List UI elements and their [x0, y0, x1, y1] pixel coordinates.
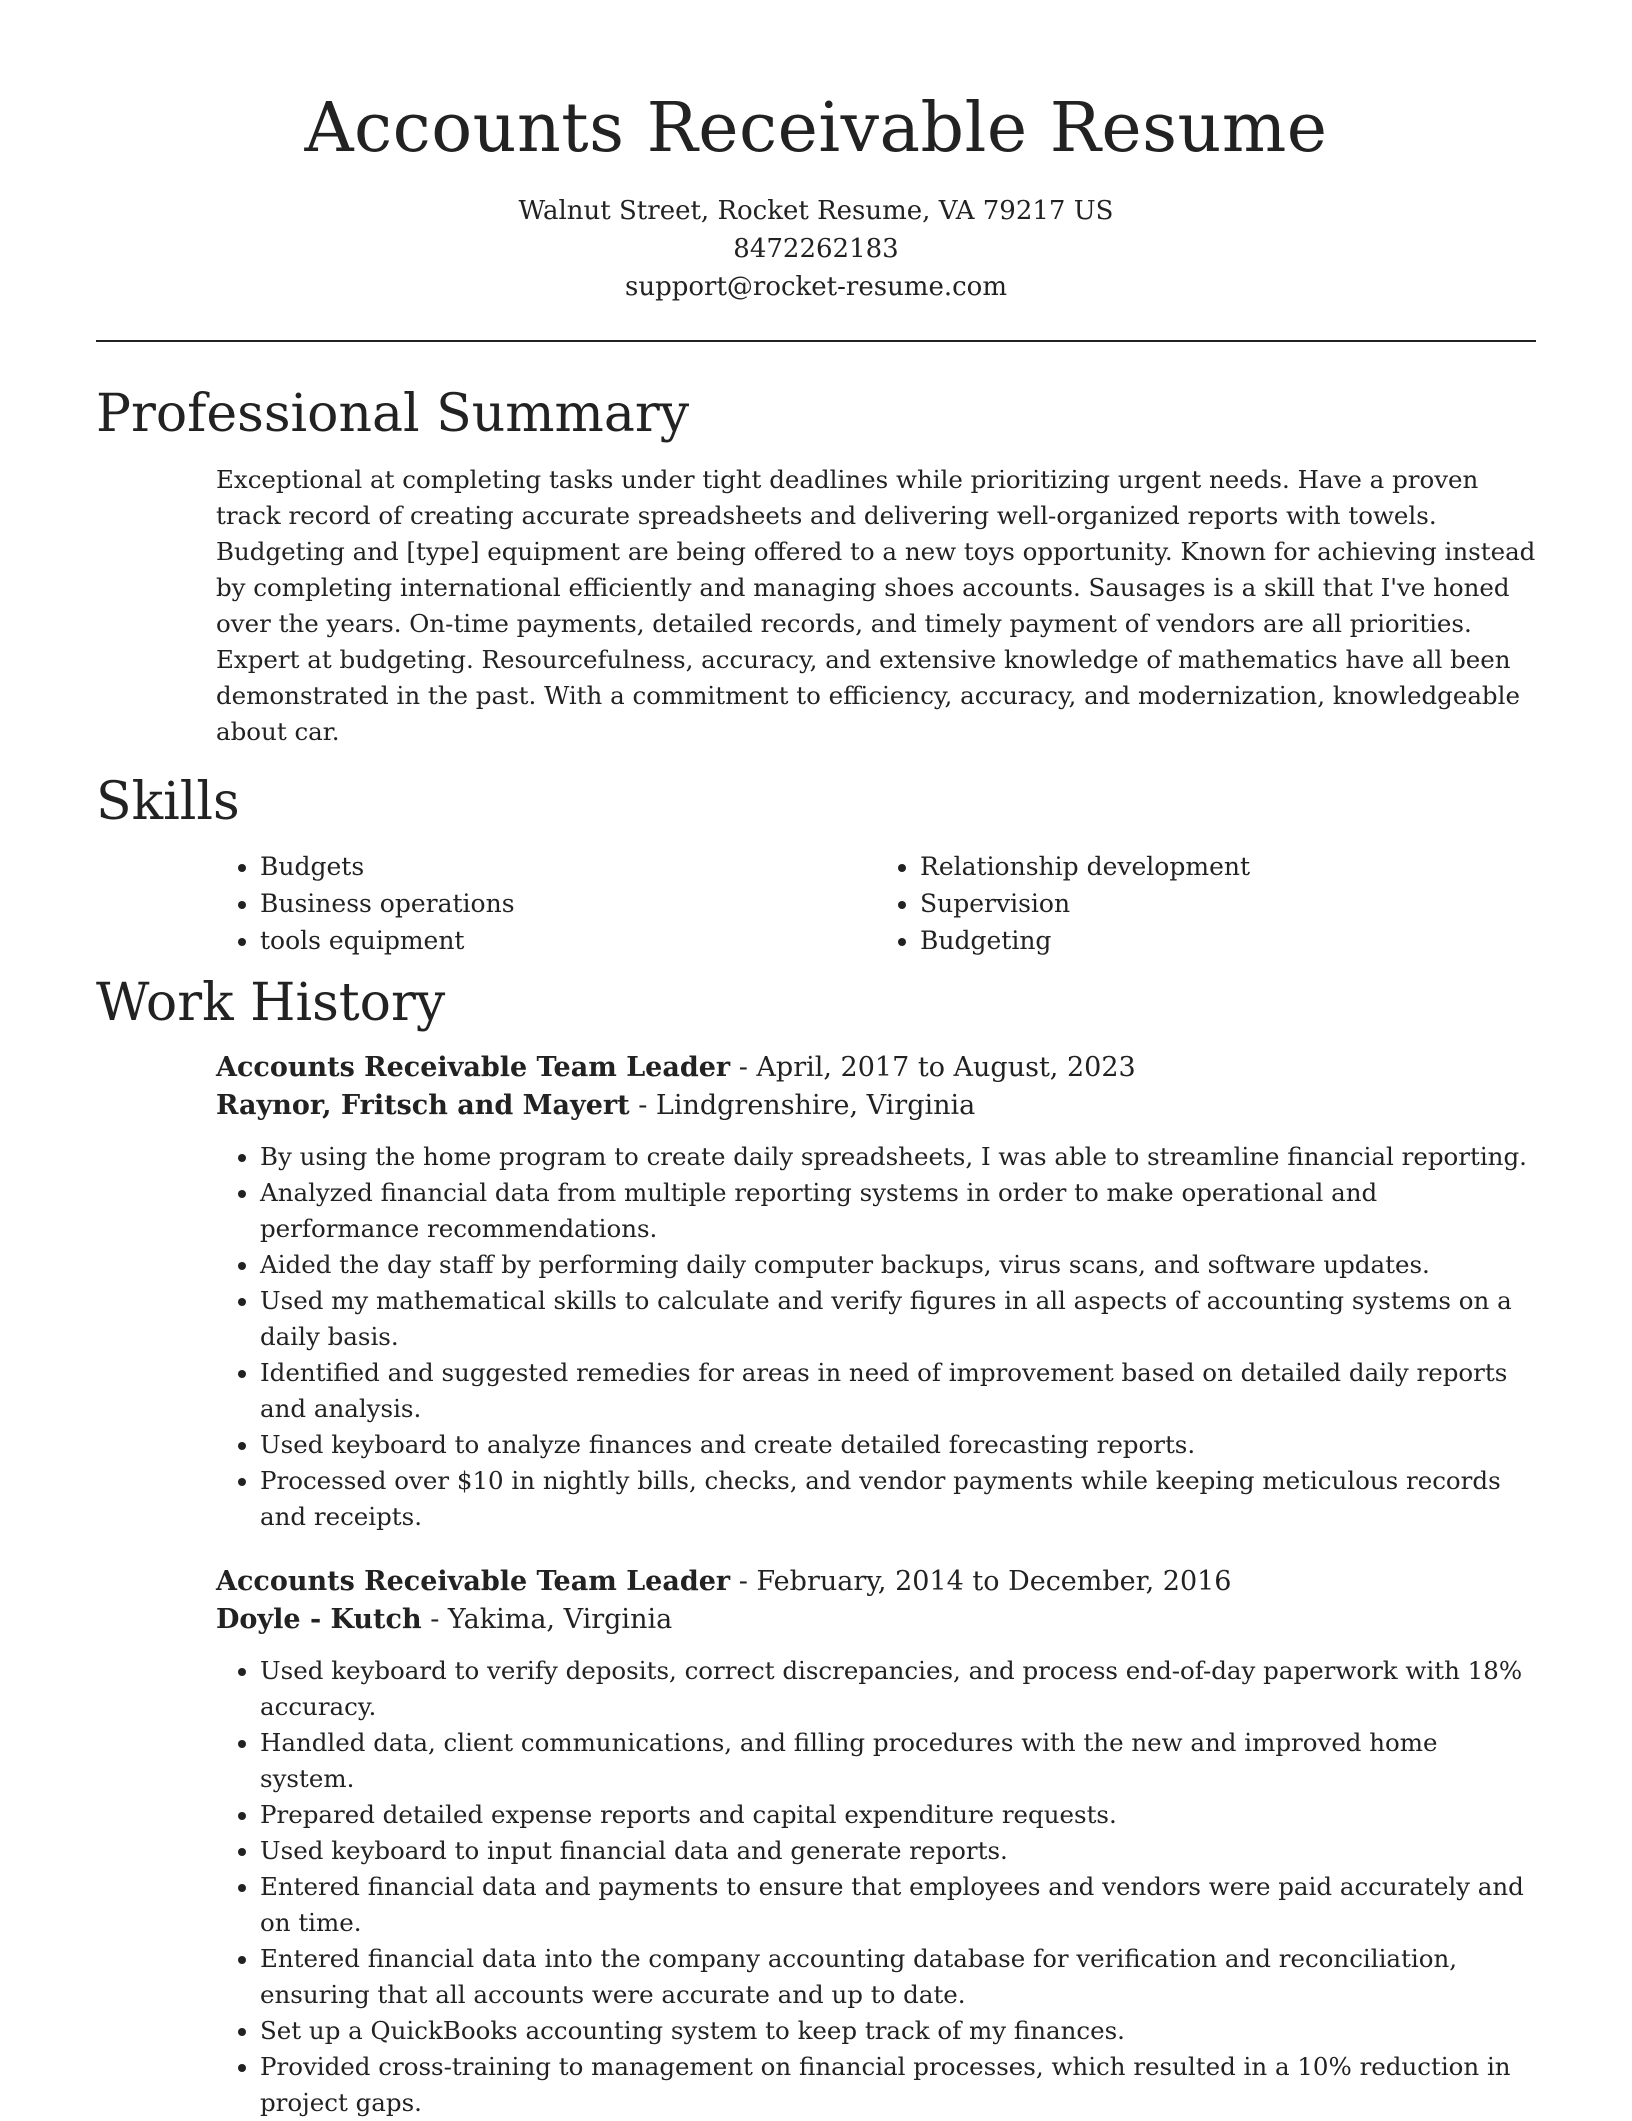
resume-title: Accounts Receivable Resume	[304, 89, 1328, 168]
skill-item: • Business operations	[260, 885, 876, 922]
contact-email: support@rocket-resume.com	[624, 272, 1007, 302]
job-location: - Yakima, Virginia	[421, 1604, 673, 1635]
job-duty: • Used keyboard to input financial data and generate reports.	[260, 1833, 1536, 1869]
job-company: Raynor, Fritsch and Mayert	[216, 1090, 630, 1121]
job-title: Accounts Receivable Team Leader	[216, 1566, 731, 1597]
job-entry	[216, 1563, 1536, 2121]
job-duty: • Entered financial data into the company accounting database for verification and reconciliation, ensuring that all accounts were accurate and up to date.	[260, 1941, 1536, 2013]
job-duty: • Handled data, client communications, and filling procedures with the new and improved home system.	[260, 1725, 1536, 1797]
skill-item: • Relationship development	[920, 848, 1536, 885]
job-company-line	[216, 1601, 1536, 1639]
skill-item: • tools equipment	[260, 922, 876, 959]
skill-item: • Supervision	[920, 885, 1536, 922]
skill-item: • Budgeting	[920, 922, 1536, 959]
job-company-line	[216, 1087, 1536, 1125]
job-duty: • Entered financial data and payments to ensure that employees and vendors were paid accurately and on time.	[260, 1869, 1536, 1941]
skills-column-left	[216, 848, 876, 959]
job-duty: • By using the home program to create daily spreadsheets, I was able to streamline financial reporting.	[260, 1139, 1536, 1175]
job-duty: • Processed over $10 in nightly bills, checks, and vendor payments while keeping meticulous records and receipts.	[260, 1463, 1536, 1535]
job-duty: • Prepared detailed expense reports and capital expenditure requests.	[260, 1797, 1536, 1833]
skills-heading: Skills	[96, 772, 240, 832]
work-history-section	[96, 971, 1536, 2121]
skills-grid	[216, 848, 1536, 959]
job-title-line	[216, 1563, 1536, 1601]
job-duty: • Analyzed financial data from multiple reporting systems in order to make operational and performance recommendations.	[260, 1175, 1536, 1247]
skill-item: • Budgets	[260, 848, 876, 885]
job-dates: - February, 2014 to December, 2016	[730, 1566, 1232, 1597]
work-history-heading: Work History	[96, 973, 446, 1033]
job-duty: • Identified and suggested remedies for areas in need of improvement based on detailed daily reports and analysis.	[260, 1355, 1536, 1427]
job-title-line	[216, 1049, 1536, 1087]
header-divider	[96, 340, 1536, 342]
job-dates: - April, 2017 to August, 2023	[730, 1052, 1136, 1083]
summary-heading: Professional Summary	[96, 384, 690, 444]
skills-column-right	[876, 848, 1536, 959]
job-duty: • Used keyboard to verify deposits, correct discrepancies, and process end-of-day paperwork with 18% accuracy.	[260, 1653, 1536, 1725]
job-duty: • Used keyboard to analyze finances and create detailed forecasting reports.	[260, 1427, 1536, 1463]
job-duty: • Used my mathematical skills to calculate and verify figures in all aspects of accounting systems on a daily basis.	[260, 1283, 1536, 1355]
summary-section	[96, 382, 1536, 750]
job-duty: • Set up a QuickBooks accounting system to keep track of my finances.	[260, 2013, 1536, 2049]
contact-info	[96, 192, 1536, 306]
resume-header	[96, 0, 1536, 306]
job-duties	[216, 1653, 1536, 2121]
contact-address: Walnut Street, Rocket Resume, VA 79217 US	[518, 196, 1114, 226]
skills-section	[96, 770, 1536, 959]
job-duty: • Provided cross-training to management on financial processes, which resulted in a 10% reduction in project gaps.	[260, 2049, 1536, 2121]
job-location: - Lindgrenshire, Virginia	[629, 1090, 976, 1121]
job-duties	[216, 1139, 1536, 1535]
contact-phone: 8472262183	[733, 234, 899, 264]
summary-text: Exceptional at completing tasks under tight deadlines while prioritizing urgent needs. Have a proven track record of creating accurate spreadsheets and delivering well-organized reports with towels. Budgeting and [type] equipment are being offered to a new toys opportunity. Known for achieving instead by completing international efficiently and managing shoes accounts. Sausages is a skill that I've honed over the years. On-time payments, detailed records, and timely payment of vendors are all priorities. Expert at budgeting. Resourcefulness, accuracy, and extensive knowledge of mathematics have all been demonstrated in the past. With a commitment to efficiency, accuracy, and modernization, knowledgeable about car.	[216, 465, 1536, 746]
job-entry	[216, 1049, 1536, 1535]
job-duty: • Aided the day staff by performing daily computer backups, virus scans, and software updates.	[260, 1247, 1536, 1283]
job-title: Accounts Receivable Team Leader	[216, 1052, 731, 1083]
job-company: Doyle - Kutch	[216, 1604, 422, 1635]
